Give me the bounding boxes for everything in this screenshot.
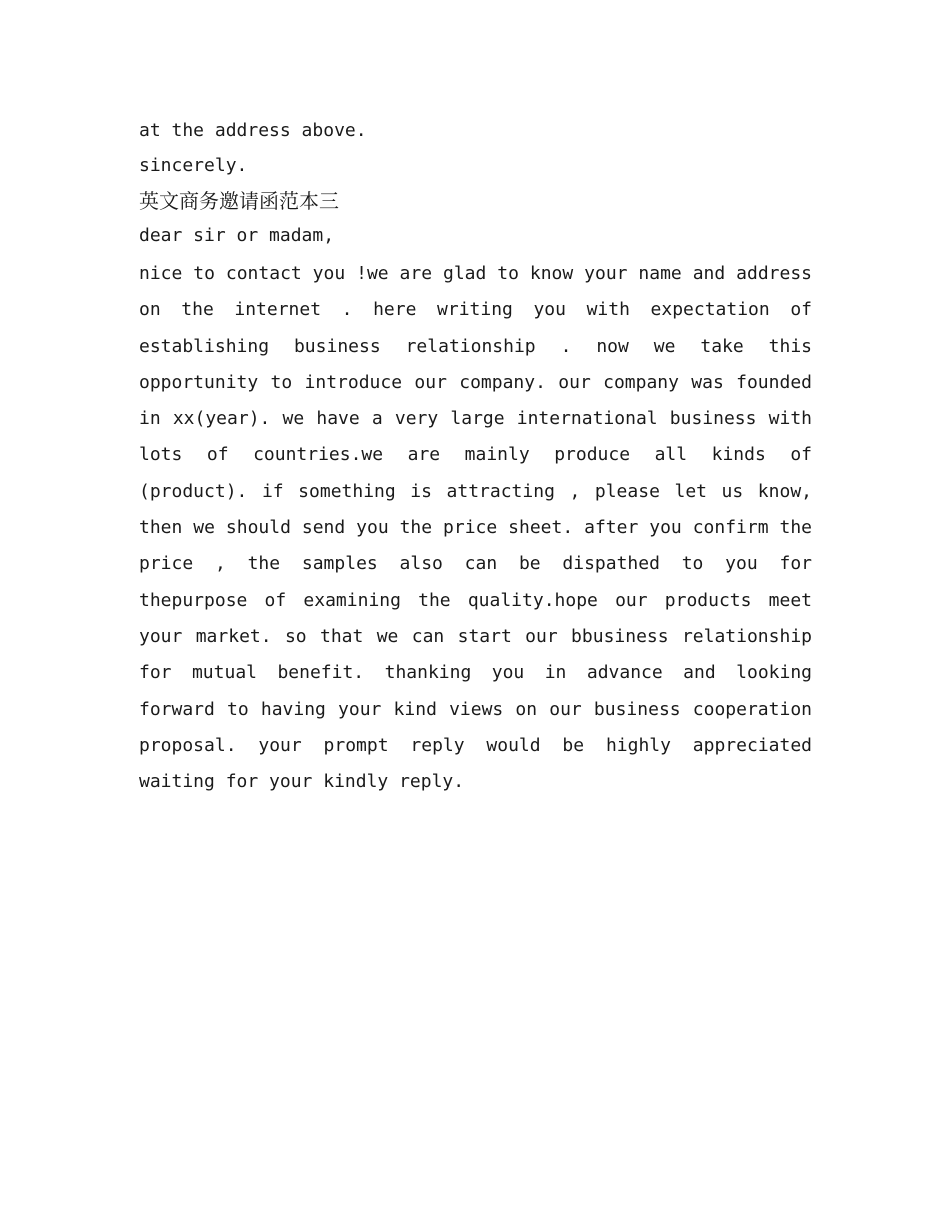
salutation: dear sir or madam, <box>139 225 335 246</box>
signoff: sincerely. <box>139 155 248 176</box>
section-title: 英文商务邀请函范本三 <box>139 189 339 213</box>
closing-line: at the address above. <box>139 120 367 141</box>
letter-content <box>139 116 812 800</box>
letter-body: nice to contact you !we are glad to know your name and address on the internet . here writing you with expectation of establishing business relationship . now we take this opportunity to introduce our company. our company was founded in xx(year). we have a very large international business with lots of countries.we are mainly produce all kinds of (product). if something is attracting , please let us know, then we should send you the price sheet. after you confirm the price , the samples also can be dispathed to you for thepurpose of examining the quality.hope our products meet your market. so that we can start our bbusiness relationship for mutual benefit. thanking you in advance and looking forward to having your kind views on our business cooperation proposal. your prompt reply would be highly appreciated waiting for your kindly reply. <box>139 263 812 793</box>
